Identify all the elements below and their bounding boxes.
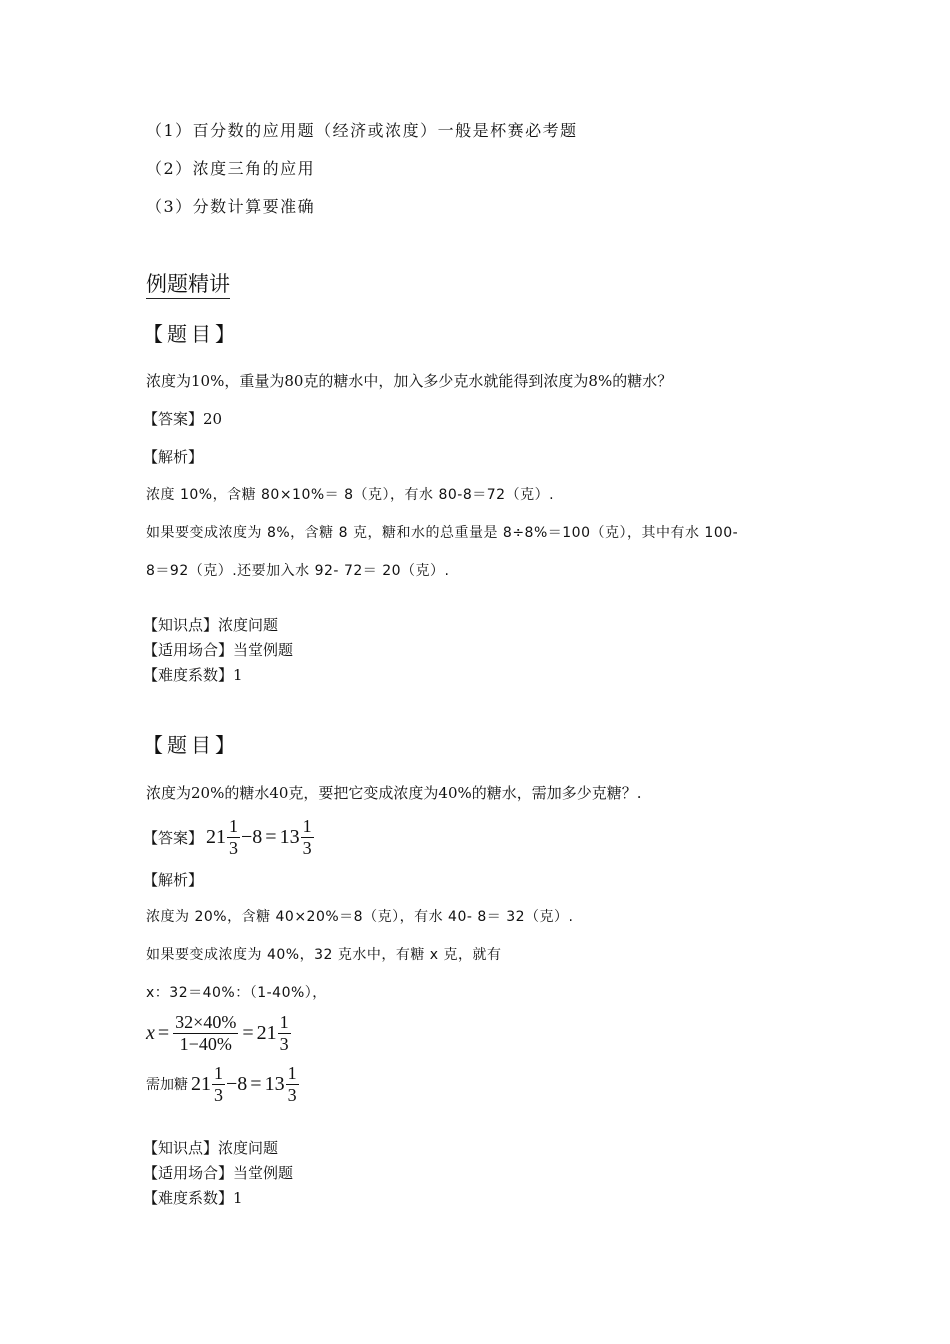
problem-1-analysis-line-1: 浓度 10%，含糖 80×10%＝ 8（克），有水 80-8＝72（克）. [146, 487, 555, 503]
fraction-numerator: 1 [302, 816, 312, 836]
minus-term: −8 [241, 825, 263, 848]
result-fraction [278, 1012, 291, 1054]
tip-3: （3）分数计算要准确 [146, 197, 316, 216]
fraction-denominator: 3 [279, 1033, 289, 1054]
problem-1-answer [143, 412, 222, 427]
problem-1-question: 浓度为10%，重量为80克的糖水中，加入多少克水就能得到浓度为8%的糖水？ [146, 372, 673, 390]
tip-1: （1）百分数的应用题（经济或浓度）一般是杯赛必考题 [146, 121, 578, 140]
equals-sign: = [265, 825, 277, 848]
problem-2-knowledge: 【知识点】浓度问题 [143, 1139, 279, 1157]
fraction-numerator: 1 [287, 1063, 297, 1083]
variable-x: x [146, 1021, 155, 1044]
minus-term: −8 [226, 1072, 248, 1095]
fraction-numerator: 1 [279, 1012, 289, 1032]
need-fraction-a [212, 1063, 225, 1105]
x-fraction [173, 1012, 238, 1054]
problem-2-analysis-line-2: 如果要变成浓度为 40%，32 克水中，有糖 x 克，就有 [146, 947, 502, 963]
x-equation [146, 1012, 292, 1054]
fraction-denominator: 1−40% [179, 1033, 232, 1054]
fraction-numerator: 1 [214, 1063, 223, 1083]
answer-whole-b: 13 [279, 825, 300, 848]
problem-2-heading: 【题目】 [143, 733, 239, 757]
tip-2: （2）浓度三角的应用 [146, 159, 316, 178]
need-whole-a: 21 [191, 1072, 211, 1095]
equals-sign: = [242, 1021, 254, 1044]
problem-1-analysis-label: 【解析】 [143, 448, 204, 466]
answer-label: 【答案】 [143, 828, 204, 847]
problem-2-question: 浓度为20%的糖水40克，要把它变成浓度为40%的糖水，需加多少克糖？. [146, 784, 642, 802]
fraction-denominator: 3 [214, 1084, 223, 1105]
problem-2-analysis-line-1: 浓度为 20%，含糖 40×20%＝8（克），有水 40- 8＝ 32（克）. [146, 909, 574, 925]
fraction-numerator: 1 [229, 816, 239, 836]
answer-whole-a: 21 [206, 825, 227, 848]
answer-value: 20 [203, 410, 223, 428]
problem-2-analysis-line-3: x：32＝40%：（1-40%）， [146, 985, 327, 1001]
problem-2-analysis-label: 【解析】 [143, 871, 204, 889]
fraction-denominator: 3 [302, 837, 312, 858]
problem-2-difficulty: 【难度系数】1 [143, 1189, 243, 1207]
problem-1-knowledge: 【知识点】浓度问题 [143, 616, 279, 634]
problem-1-occasion: 【适用场合】当堂例题 [143, 641, 294, 659]
fraction-denominator: 3 [229, 837, 239, 858]
fraction-numerator: 32×40% [175, 1012, 237, 1032]
need-sugar-equation [146, 1063, 300, 1105]
problem-1-analysis-line-3: 8＝92（克）.还要加入水 92- 72＝ 20（克）. [146, 563, 450, 579]
equals-sign: = [157, 1021, 170, 1044]
fraction-denominator: 3 [287, 1084, 297, 1105]
need-whole-b: 13 [264, 1072, 285, 1095]
need-fraction-b [286, 1063, 299, 1105]
need-sugar-label: 需加糖 [146, 1077, 188, 1094]
section-title: 例题精讲 [146, 274, 230, 299]
problem-1-difficulty: 【难度系数】1 [143, 666, 243, 684]
problem-2-occasion: 【适用场合】当堂例题 [143, 1164, 294, 1182]
problem-1-heading: 【题目】 [143, 322, 239, 346]
equals-sign: = [250, 1072, 262, 1095]
problem-2-answer [143, 816, 315, 858]
result-whole: 21 [256, 1021, 277, 1044]
answer-fraction-a [227, 816, 240, 858]
problem-1-analysis-line-2: 如果要变成浓度为 8%，含糖 8 克，糖和水的总重量是 8÷8%＝100（克），其中有水 100- [146, 525, 739, 541]
answer-fraction-b [301, 816, 314, 858]
answer-label: 【答案】 [143, 410, 204, 428]
